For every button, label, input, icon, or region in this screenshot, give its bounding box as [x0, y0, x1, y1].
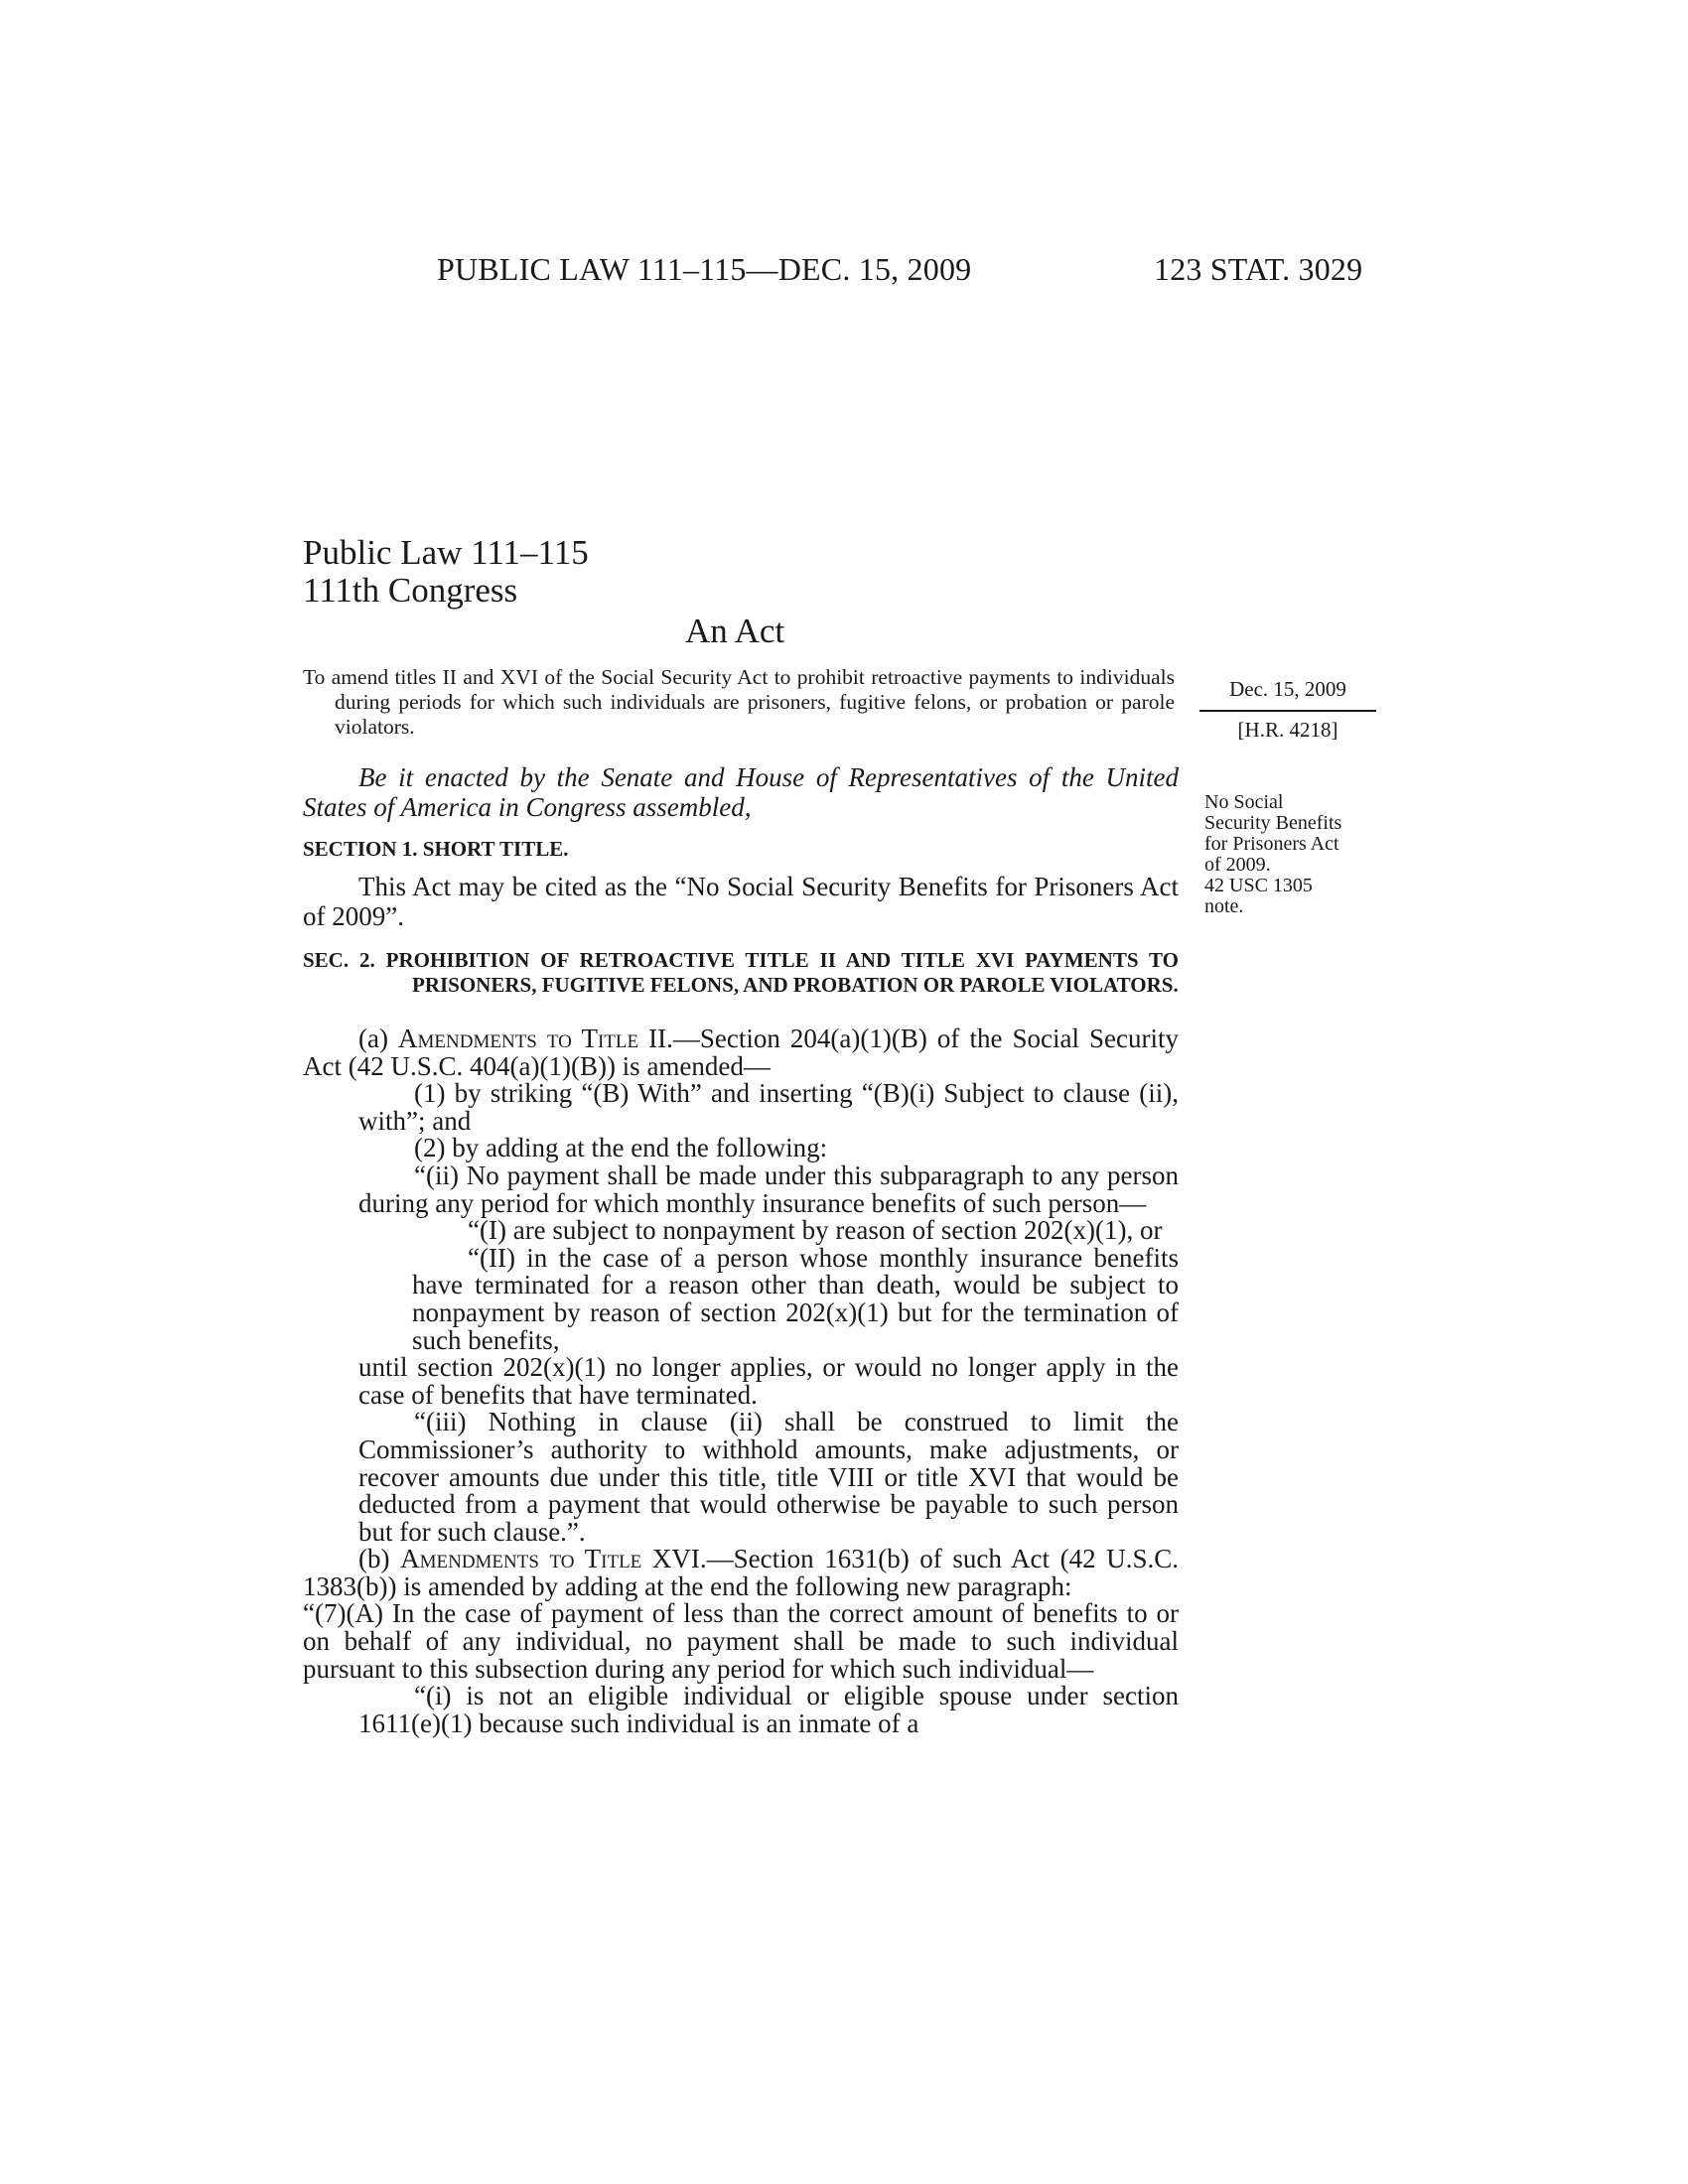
margin-note-line: note. [1204, 895, 1244, 917]
subsection-a-text: —Section 204(a)(1)(B) of the Social Security Act (42 U.S.C. 404(a)(1)(B)) is amended— [303, 1024, 1180, 1081]
clause-iii: “(iii) Nothing in clause (ii) shall be construed to limit the Commissioner’s authority to withhold amounts, make adjustments, or recover amounts due under this title, title VIII or title XVI that would be deducted from a payment that would otherwise be payable to such person but for such clause.”. [358, 1407, 1179, 1547]
enactment-date-box [1199, 677, 1376, 743]
margin-note [1204, 792, 1383, 917]
enactment-date: Dec. 15, 2009 [1199, 677, 1376, 712]
subsection-b-heading: Amendments to Title XVI. [400, 1544, 707, 1574]
margin-note-line: No Social [1204, 791, 1284, 813]
subclause-I: “(I) are subject to nonpayment by reason of section 202(x)(1), or [468, 1215, 1163, 1246]
subsection-a-label: (a) [358, 1024, 399, 1053]
law-designation [303, 534, 589, 610]
margin-note-line: of 2009. [1204, 854, 1271, 876]
paragraph-7A: “(7)(A) In the case of payment of less than the correct amount of benefits to or on behalf of any individual, no payment shall be made to such individual pursuant to this subsection during any period for which such individual— [303, 1598, 1179, 1684]
subsection-a-heading: Amendments to Title II. [398, 1024, 673, 1053]
section-2-heading: SEC. 2. PROHIBITION OF RETROACTIVE TITLE II AND TITLE XVI PAYMENTS TO PRISONERS, FUGITIVE FELONS, AND PROBATION OR PAROLE VIOLATORS. [303, 948, 1179, 997]
enacting-clause: Be it enacted by the Senate and House of Representatives of the United States of America in Congress assembled, [303, 762, 1179, 822]
purpose-clause: To amend titles II and XVI of the Social Security Act to prohibit retroactive payments to individuals during periods for which such individuals are prisoners, fugitive felons, or probation or parole violators. [303, 665, 1175, 739]
paragraph-a1: (1) by striking “(B) With” and inserting “(B)(i) Subject to clause (ii), with”; and [358, 1078, 1179, 1136]
margin-note-line: 42 USC 1305 [1204, 875, 1313, 896]
bill-number: [H.R. 4218] [1237, 718, 1338, 742]
subsection-b [303, 1546, 1179, 1600]
section-2-body [303, 1025, 1179, 1737]
subclause-II: “(II) in the case of a person whose monthly insurance benefits have terminated for a reason other than death, would be subject to nonpayment by reason of section 202(x)(1) but for the termination of such benefits, [412, 1242, 1179, 1355]
section-1-heading: SECTION 1. SHORT TITLE. [303, 837, 569, 861]
public-law-number: Public Law 111–115 [303, 533, 589, 572]
subsection-b-text: —Section 1631(b) of such Act (42 U.S.C. 1383(b)) is amended by adding at the end the following new paragraph: [303, 1544, 1179, 1601]
clause-7A-i: “(i) is not an eligible individual or eligible spouse under section 1611(e)(1) because such individual is an inmate of a [358, 1681, 1179, 1738]
paragraph-a2: (2) by adding at the end the following: [414, 1133, 828, 1163]
running-header-page: 123 STAT. 3029 [1154, 251, 1363, 287]
clause-ii: “(ii) No payment shall be made under this subparagraph to any person during any period for which monthly insurance benefits of such person— [358, 1160, 1179, 1218]
running-header-left: PUBLIC LAW 111–115—DEC. 15, 2009 [437, 251, 972, 287]
clause-ii-flush-text: until section 202(x)(1) no longer applies, or would no longer apply in the case of benefits that have terminated. [358, 1352, 1179, 1410]
an-act-heading: An Act [685, 612, 785, 650]
subsection-a [303, 1025, 1179, 1080]
margin-note-line: Security Benefits [1204, 812, 1342, 834]
subsection-b-label: (b) [358, 1544, 401, 1574]
margin-note-line: for Prisoners Act [1204, 833, 1339, 855]
congress-number: 111th Congress [303, 571, 518, 610]
section-1-text: This Act may be cited as the “No Social Security Benefits for Prisoners Act of 2009”. [303, 872, 1179, 931]
